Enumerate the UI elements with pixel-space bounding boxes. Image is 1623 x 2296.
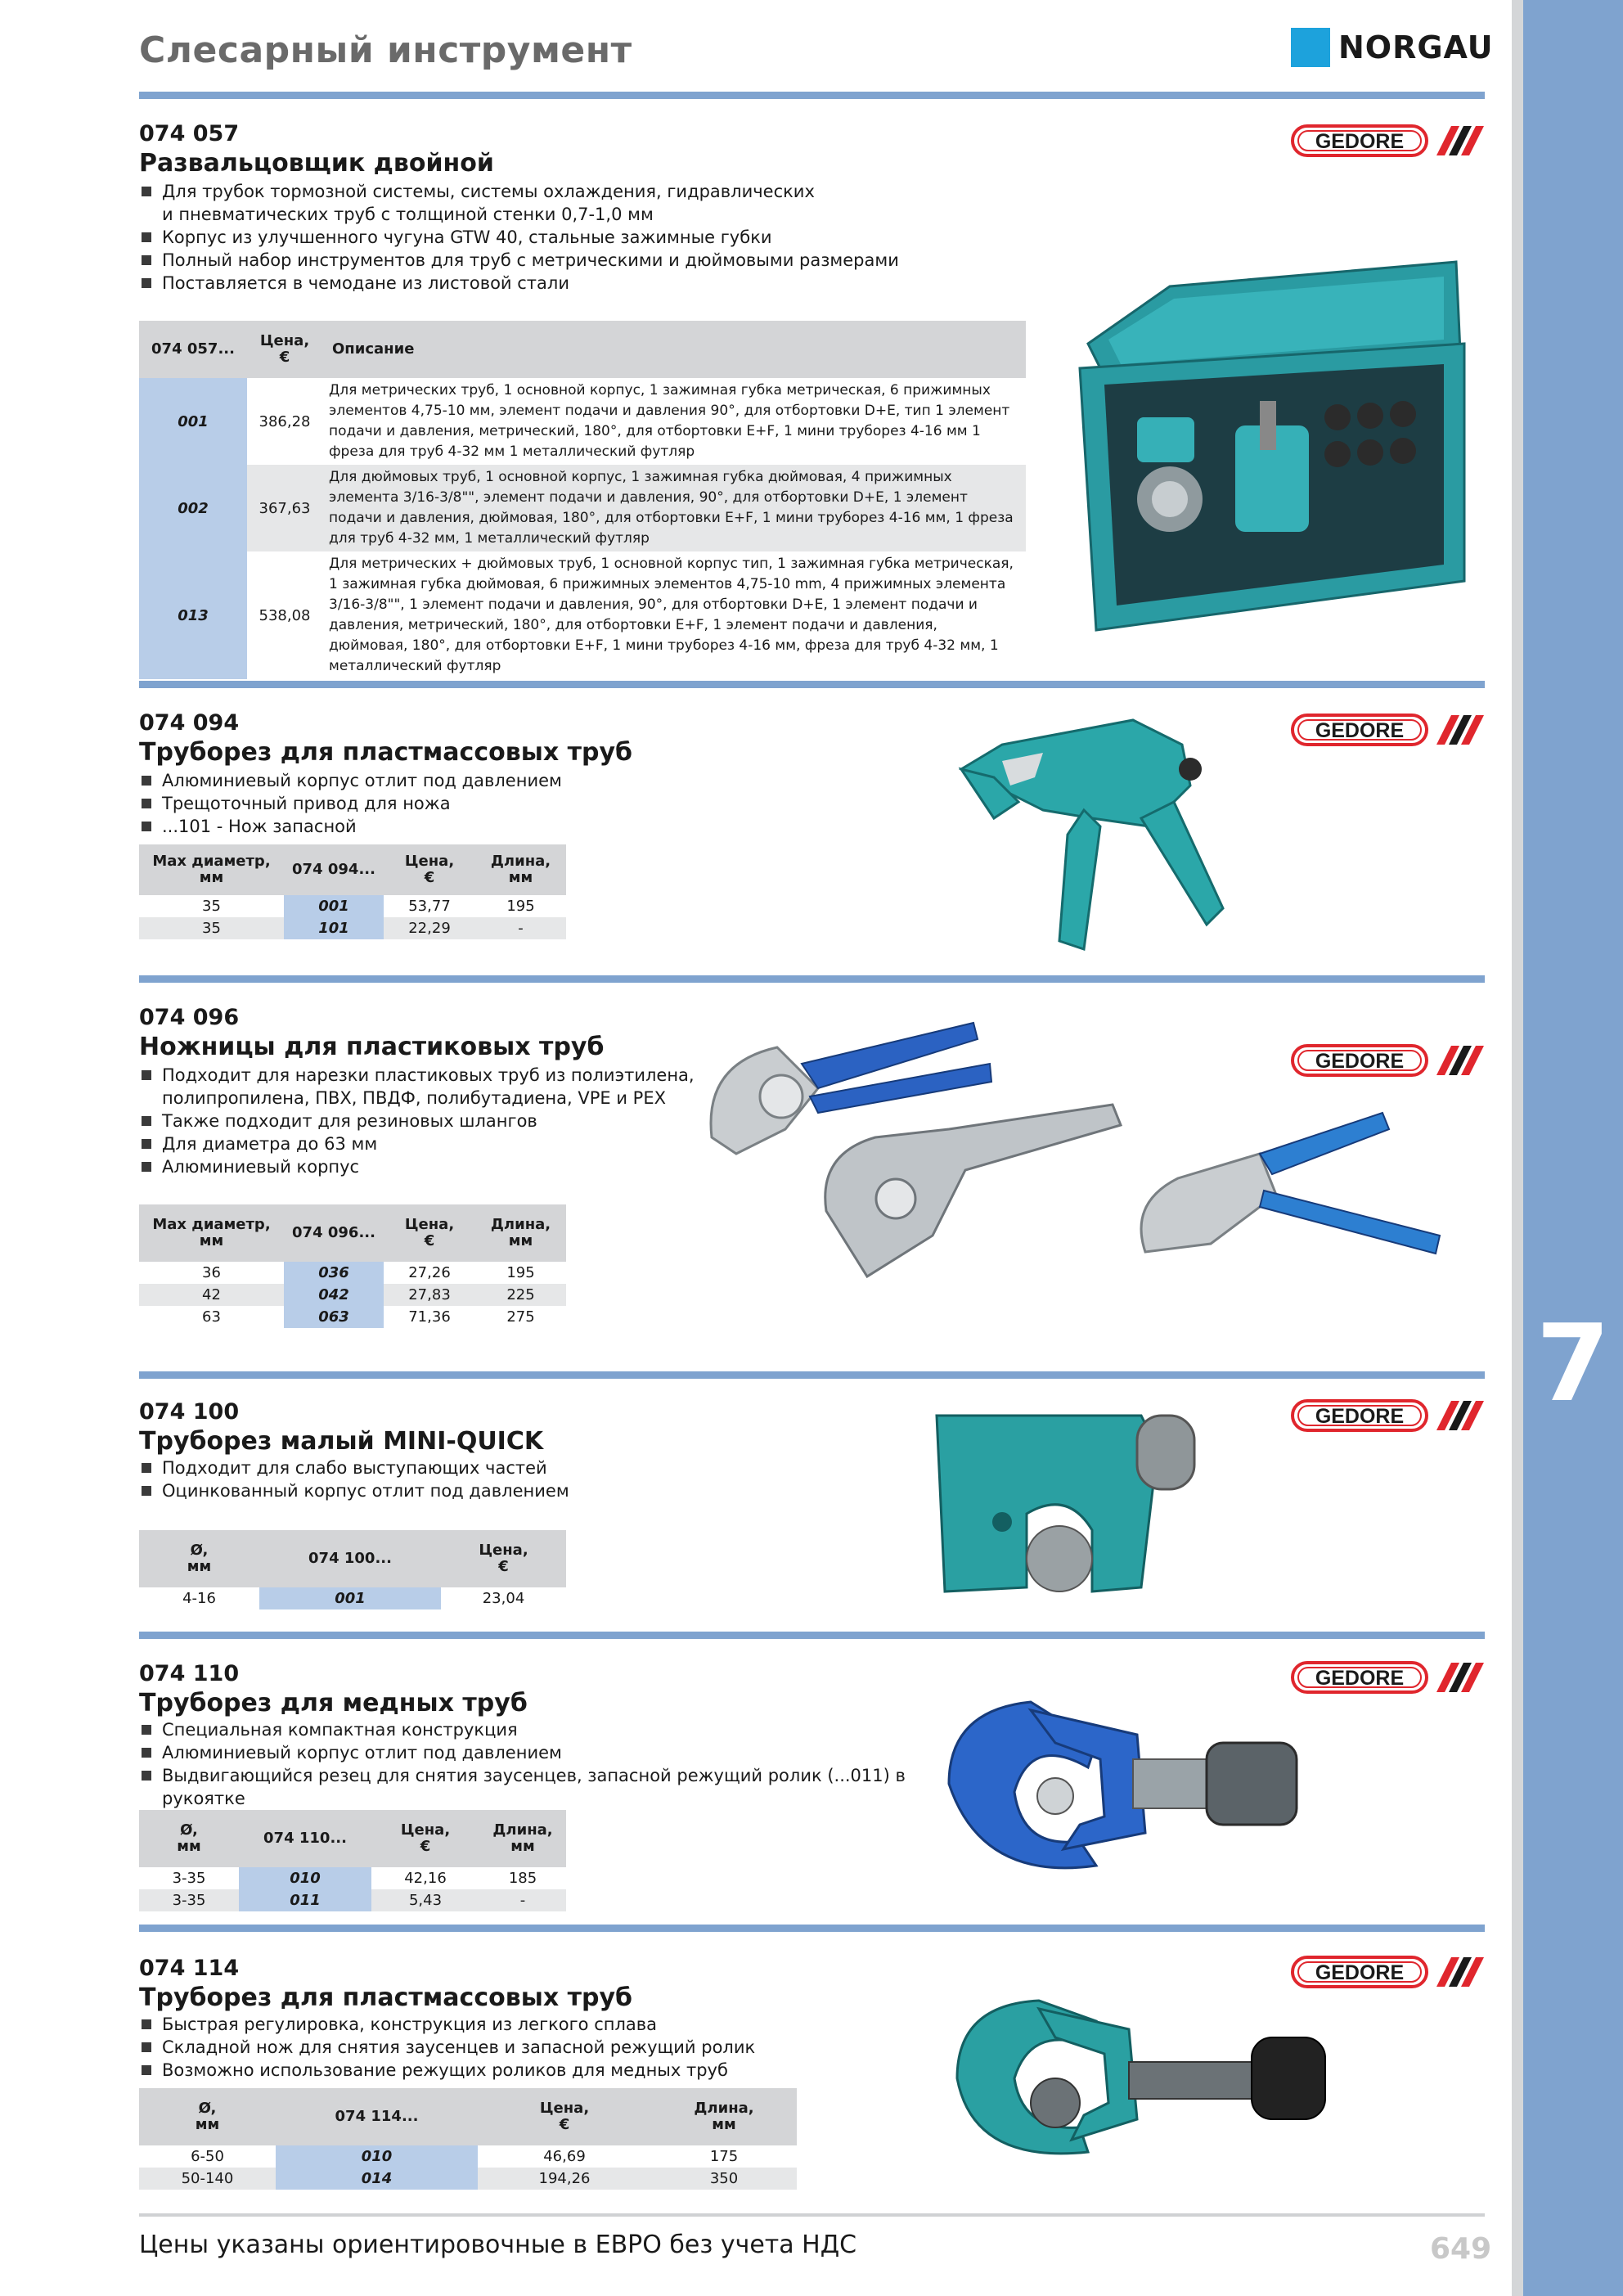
description-cell: Для метрических + дюймовых труб, 1 основной корпус тип, 1 зажимная губка метрическая, 1 зажимная губка дюймовая, 6 прижимных элементов 4,75-10 mm, 4 прижимных элемента 3/16-3/8"", 1 элемент подачи и давления, 90°, для отбортовки D+E, 1 элемент подачи и давления, метрический, 180°, для отбортовки E+F, 1 элемент подачи и давления, дюймовая, 180°, для отбортовки E+F, 1 мини труборез 4-16 мм, фреза для труб 4-32 мм, 1 металлический футляр bbox=[329, 556, 1014, 674]
column-header: Длина, мм bbox=[475, 1204, 566, 1262]
spec-table bbox=[139, 1204, 566, 1328]
feature-list bbox=[139, 2013, 875, 2082]
gedore-logo-text: GEDORE bbox=[1315, 1667, 1405, 1690]
article-cell: 101 bbox=[284, 917, 384, 939]
article-cell: 036 bbox=[284, 1262, 384, 1284]
list-item: Оцинкованный корпус отлит под давлением bbox=[139, 1479, 875, 1502]
column-header: Max диаметр, мм bbox=[139, 1204, 284, 1262]
side-grey-strip bbox=[1512, 0, 1523, 2296]
gedore-logo-text: GEDORE bbox=[1315, 719, 1405, 742]
column-header: Ø, мм bbox=[139, 2088, 276, 2145]
bullet-icon bbox=[142, 822, 151, 831]
product-code: 074 096 bbox=[139, 1005, 240, 1030]
length-cell: - bbox=[479, 1889, 566, 1911]
spec-table bbox=[139, 1530, 566, 1609]
product-code: 074 057 bbox=[139, 121, 240, 146]
price-cell: 386,28 bbox=[259, 412, 311, 430]
table-row bbox=[139, 465, 1026, 551]
gedore-logo bbox=[1291, 714, 1484, 746]
price-cell: 46,69 bbox=[543, 2148, 586, 2165]
section-divider bbox=[139, 681, 1485, 688]
section-divider bbox=[139, 1925, 1485, 1932]
column-header: Max диаметр, мм bbox=[139, 844, 284, 895]
bullet-icon bbox=[142, 1725, 151, 1735]
length-cell: 225 bbox=[475, 1284, 566, 1306]
diameter-cell: 4-16 bbox=[182, 1590, 216, 1607]
length-cell: 195 bbox=[506, 1264, 535, 1281]
article-cell: 011 bbox=[239, 1889, 371, 1911]
column-header: Цена, € bbox=[371, 1810, 479, 1867]
bullet-icon bbox=[142, 1748, 151, 1758]
footer-divider bbox=[139, 2213, 1485, 2217]
diameter-cell: 42 bbox=[139, 1284, 284, 1306]
diameter-cell: 6-50 bbox=[191, 2148, 224, 2165]
table-row bbox=[139, 1262, 566, 1284]
mini-pipe-cutter-image bbox=[928, 1399, 1223, 1604]
column-header: Цена, € bbox=[384, 1204, 475, 1262]
price-cell: 22,29 bbox=[384, 917, 475, 939]
gedore-logo-text: GEDORE bbox=[1315, 1050, 1405, 1073]
product-code: 074 100 bbox=[139, 1399, 240, 1425]
diameter-cell: 50-140 bbox=[139, 2168, 276, 2190]
list-item: Для трубок тормозной системы, системы охлаждения, гидравлических и пневматических труб с толщиной стенки 0,7-1,0 мм bbox=[139, 180, 998, 226]
page-title: Слесарный инструмент bbox=[139, 29, 632, 71]
description-cell: Для дюймовых труб, 1 основной корпус, 1 зажимная губка дюймовая, 4 прижимных элемента 3/16-3/8"", элемент подачи и давления, 90°, для отбортовки D+E, 1 элемент подачи и давления, дюймовая, 180°, для отбортовки E+F, 1 мини труборез 4-16 мм, 1 фреза для труб 4-32 мм, 1 металлический футляр bbox=[322, 465, 1026, 551]
price-cell: 53,77 bbox=[408, 898, 451, 915]
column-header: 074 114... bbox=[276, 2088, 478, 2145]
column-header: Цена, € bbox=[247, 321, 322, 378]
table-row bbox=[139, 1867, 566, 1889]
bullet-icon bbox=[142, 1771, 151, 1781]
product-name: Развальцовщик двойной bbox=[139, 149, 494, 178]
adjustable-pipe-cutter-image bbox=[941, 1988, 1342, 2168]
list-item: Трещоточный привод для ножа bbox=[139, 792, 875, 815]
column-header: 074 096... bbox=[284, 1204, 384, 1262]
table-row bbox=[139, 1284, 566, 1306]
chapter-number: 7 bbox=[1535, 1301, 1611, 1425]
bullet-icon bbox=[142, 2065, 151, 2075]
pipe-scissors-image bbox=[687, 1015, 1448, 1301]
list-item: Возможно использование режущих роликов для медных труб bbox=[139, 2059, 875, 2082]
description-cell: Для метрических труб, 1 основной корпус, 1 зажимная губка метрическая, 6 прижимных элементов 4,75-10 мм, элемент подачи и давления 90°, для отбортовки D+E, тип 1 элемент подачи и давления, метрический, 180°, для отбортовки E+F, 1 мини труборез 4-16 мм 1 фреза для труб 4-32 мм 1 металлический футляр bbox=[329, 382, 1010, 460]
bullet-icon bbox=[142, 187, 151, 196]
price-cell: 5,43 bbox=[371, 1889, 479, 1911]
column-header: Длина, мм bbox=[475, 844, 566, 895]
product-code: 074 094 bbox=[139, 710, 240, 736]
price-cell: 367,63 bbox=[247, 465, 322, 551]
article-cell: 010 bbox=[239, 1867, 371, 1889]
gedore-logo bbox=[1291, 1956, 1484, 1988]
list-item: Быстрая регулировка, конструкция из легкого сплава bbox=[139, 2013, 875, 2036]
column-header: Описание bbox=[322, 321, 1026, 378]
list-item: Корпус из улучшенного чугуна GTW 40, стальные зажимные губки bbox=[139, 226, 998, 249]
diameter-cell: 3-35 bbox=[172, 1870, 206, 1887]
copper-pipe-cutter-image bbox=[933, 1694, 1317, 1882]
gedore-logo-text: GEDORE bbox=[1315, 1405, 1405, 1428]
product-name: Труборез малый MINI-QUICK bbox=[139, 1427, 544, 1456]
section-divider bbox=[139, 92, 1485, 99]
table-row bbox=[139, 2145, 797, 2168]
table-row bbox=[139, 551, 1026, 679]
spec-table bbox=[139, 1810, 566, 1911]
diameter-cell: 35 bbox=[139, 917, 284, 939]
column-header: 074 057... bbox=[139, 321, 247, 378]
bullet-icon bbox=[142, 1463, 151, 1473]
price-cell: 538,08 bbox=[259, 606, 311, 624]
column-header: Цена, € bbox=[384, 844, 475, 895]
feature-list bbox=[139, 1456, 875, 1502]
spec-table bbox=[139, 321, 1026, 679]
article-cell: 002 bbox=[139, 465, 247, 551]
list-item: Поставляется в чемодане из листовой стали bbox=[139, 272, 998, 295]
price-cell: 27,83 bbox=[384, 1284, 475, 1306]
bullet-icon bbox=[142, 799, 151, 808]
feature-list bbox=[139, 180, 998, 295]
table-row bbox=[139, 378, 1026, 465]
gedore-logo-text: GEDORE bbox=[1315, 1961, 1405, 1984]
feature-list bbox=[139, 769, 875, 838]
column-header: 074 100... bbox=[259, 1530, 441, 1587]
list-item: Полный набор инструментов для труб с метрическими и дюймовыми размерами bbox=[139, 249, 998, 272]
bullet-icon bbox=[142, 2019, 151, 2029]
price-cell: 42,16 bbox=[404, 1870, 447, 1887]
section-divider bbox=[139, 1371, 1485, 1379]
bullet-icon bbox=[142, 2042, 151, 2052]
column-header: Длина, мм bbox=[479, 1810, 566, 1867]
feature-list bbox=[139, 1718, 957, 1810]
article-cell: 014 bbox=[276, 2168, 478, 2190]
list-item: Подходит для слабо выступающих частей bbox=[139, 1456, 875, 1479]
product-code: 074 114 bbox=[139, 1956, 240, 1981]
bullet-icon bbox=[142, 1070, 151, 1080]
plastic-pipe-cutter-image bbox=[945, 712, 1239, 957]
gedore-logo bbox=[1291, 1399, 1484, 1432]
bullet-icon bbox=[142, 232, 151, 242]
column-header: Цена, € bbox=[478, 2088, 651, 2145]
bullet-icon bbox=[142, 1486, 151, 1496]
product-name: Труборез для пластмассовых труб bbox=[139, 738, 632, 767]
diameter-cell: 36 bbox=[202, 1264, 221, 1281]
product-name: Труборез для медных труб bbox=[139, 1689, 528, 1717]
list-item: Подходит для нарезки пластиковых труб из полиэтилена, полипропилена, ПВХ, ПВДФ, полибутадиена, VPE и PEX bbox=[139, 1064, 695, 1110]
price-cell: 194,26 bbox=[478, 2168, 651, 2190]
price-cell: 27,26 bbox=[408, 1264, 451, 1281]
gedore-logo bbox=[1291, 124, 1484, 157]
bullet-icon bbox=[142, 1139, 151, 1149]
table-row bbox=[139, 2168, 797, 2190]
list-item: Складной нож для снятия заусенцев и запасной режущий ролик bbox=[139, 2036, 875, 2059]
gedore-logo-slot bbox=[1291, 124, 1484, 160]
footer-note: Цены указаны ориентировочные в ЕВРО без учета НДС bbox=[139, 2231, 857, 2259]
article-cell: 042 bbox=[284, 1284, 384, 1306]
gedore-logo-slot bbox=[1291, 1956, 1484, 1992]
product-name: Труборез для пластмассовых труб bbox=[139, 1983, 632, 2012]
page-number: 649 bbox=[1430, 2232, 1492, 2266]
list-item: Алюминиевый корпус отлит под давлением bbox=[139, 1741, 957, 1764]
article-cell: 063 bbox=[284, 1306, 384, 1328]
column-header: 074 110... bbox=[239, 1810, 371, 1867]
flaring-kit-case-image bbox=[1072, 254, 1472, 638]
section-divider bbox=[139, 975, 1485, 983]
article-cell: 001 bbox=[139, 378, 247, 465]
list-item: Специальная компактная конструкция bbox=[139, 1718, 957, 1741]
table-row bbox=[139, 895, 566, 917]
list-item: ...101 - Нож запасной bbox=[139, 815, 875, 838]
chapter-sidebar bbox=[1523, 0, 1623, 2296]
list-item: Для диаметра до 63 мм bbox=[139, 1132, 695, 1155]
feature-list bbox=[139, 1064, 695, 1178]
gedore-logo-slot bbox=[1291, 714, 1484, 750]
length-cell: 275 bbox=[506, 1308, 535, 1326]
list-item: Также подходит для резиновых шлангов bbox=[139, 1110, 695, 1132]
gedore-logo-slot bbox=[1291, 1399, 1484, 1435]
norgau-logo-text: NORGAU bbox=[1338, 29, 1494, 65]
length-cell: - bbox=[475, 917, 566, 939]
bullet-icon bbox=[142, 1162, 151, 1172]
diameter-cell: 35 bbox=[202, 898, 221, 915]
article-cell: 013 bbox=[139, 551, 247, 679]
list-item: Алюминиевый корпус отлит под давлением bbox=[139, 769, 875, 792]
diameter-cell: 3-35 bbox=[139, 1889, 239, 1911]
gedore-logo-slot bbox=[1291, 1661, 1484, 1697]
article-cell: 001 bbox=[259, 1587, 441, 1609]
column-header: Цена, € bbox=[441, 1530, 566, 1587]
bullet-icon bbox=[142, 776, 151, 786]
gedore-logo-text: GEDORE bbox=[1315, 130, 1405, 153]
column-header: Ø, мм bbox=[139, 1810, 239, 1867]
table-row bbox=[139, 917, 566, 939]
bullet-icon bbox=[142, 278, 151, 288]
column-header: 074 094... bbox=[284, 844, 384, 895]
norgau-square-icon bbox=[1291, 28, 1330, 67]
length-cell: 195 bbox=[506, 898, 535, 915]
price-cell: 23,04 bbox=[482, 1590, 525, 1607]
length-cell: 185 bbox=[508, 1870, 537, 1887]
table-row bbox=[139, 1306, 566, 1328]
spec-table bbox=[139, 844, 566, 939]
spec-table bbox=[139, 2088, 797, 2190]
column-header: Ø, мм bbox=[139, 1530, 259, 1587]
price-cell: 71,36 bbox=[408, 1308, 451, 1326]
article-cell: 001 bbox=[284, 895, 384, 917]
bullet-icon bbox=[142, 255, 151, 265]
article-cell: 010 bbox=[276, 2145, 478, 2168]
bullet-icon bbox=[142, 1116, 151, 1126]
table-row bbox=[139, 1587, 566, 1609]
product-code: 074 110 bbox=[139, 1661, 240, 1686]
length-cell: 350 bbox=[651, 2168, 797, 2190]
table-row bbox=[139, 1889, 566, 1911]
product-name: Ножницы для пластиковых труб bbox=[139, 1033, 605, 1061]
list-item: Выдвигающийся резец для снятия заусенцев, запасной режущий ролик (...011) в рукоятке bbox=[139, 1764, 957, 1810]
gedore-logo bbox=[1291, 1661, 1484, 1694]
length-cell: 175 bbox=[709, 2148, 739, 2165]
list-item: Алюминиевый корпус bbox=[139, 1155, 695, 1178]
section-divider bbox=[139, 1632, 1485, 1639]
diameter-cell: 63 bbox=[202, 1308, 221, 1326]
column-header: Длина, мм bbox=[651, 2088, 797, 2145]
